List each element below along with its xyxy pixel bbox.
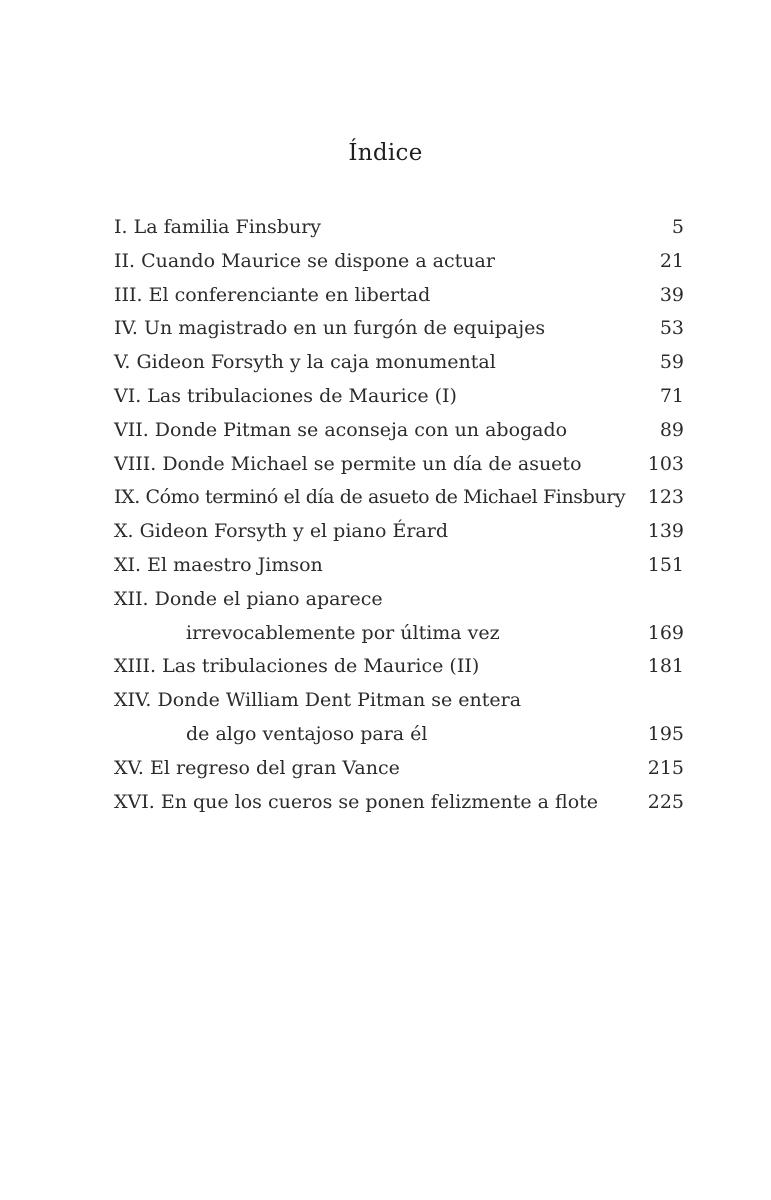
toc-entry-page: 215 <box>647 756 684 779</box>
toc-entry-title: IV. Un magistrado en un furgón de equipajes <box>114 317 546 340</box>
toc-entry-title: III. El conferenciante en libertad <box>114 283 431 306</box>
toc-entry-page: 225 <box>647 790 684 813</box>
toc-entry-continuation <box>114 718 684 752</box>
toc-entry-title: I. La familia Finsbury <box>114 216 322 238</box>
toc-entry-page: 5 <box>671 216 684 238</box>
toc-entry-page: 169 <box>647 621 684 644</box>
toc-entry <box>114 245 684 279</box>
toc-entry-title: VII. Donde Pitman se aconseja con un abogado <box>114 418 568 441</box>
toc-entry-page: 103 <box>647 452 684 475</box>
toc-entry <box>114 549 684 583</box>
toc-entry-page: 71 <box>659 384 684 407</box>
toc-entry <box>114 312 684 346</box>
toc-entry-title: XV. El regreso del gran Vance <box>114 756 400 779</box>
toc-entry <box>114 346 684 380</box>
toc-entry-page: 123 <box>647 486 684 509</box>
toc-entry-page: 59 <box>659 351 684 374</box>
toc-entry-title: IX. Cómo terminó el día de asueto de Michael Finsbury <box>114 486 626 509</box>
toc-entry-title: VIII. Donde Michael se permite un día de asueto <box>114 452 582 475</box>
toc-entry <box>114 279 684 313</box>
toc-entry <box>114 515 684 549</box>
toc-entry-page: 151 <box>647 553 684 576</box>
page-title: Índice <box>348 140 423 166</box>
toc-entry <box>114 211 684 245</box>
toc-entry <box>114 752 684 786</box>
toc-entry <box>114 380 684 414</box>
toc-entry-title: XIII. Las tribulaciones de Maurice (II) <box>114 655 480 678</box>
toc-entry <box>114 583 684 617</box>
toc-entry-page: 53 <box>659 317 684 340</box>
toc-entry-continuation <box>114 617 684 651</box>
table-of-contents <box>114 211 684 819</box>
toc-entry-page: 89 <box>659 418 684 441</box>
toc-entry-title: VI. Las tribulaciones de Maurice (I) <box>114 384 457 407</box>
toc-entry-title: irrevocablemente por última vez <box>186 621 500 644</box>
toc-entry-title: XII. Donde el piano aparece <box>114 587 383 610</box>
toc-entry-page: 195 <box>647 722 684 745</box>
toc-entry <box>114 414 684 448</box>
toc-entry-title: XIV. Donde William Dent Pitman se entera <box>114 689 522 712</box>
toc-entry-title: II. Cuando Maurice se dispone a actuar <box>114 249 495 272</box>
toc-entry <box>114 448 684 482</box>
toc-entry-title: XVI. En que los cueros se ponen felizmente a flote <box>114 790 599 813</box>
toc-entry-title: XI. El maestro Jimson <box>114 553 323 576</box>
toc-entry-page: 139 <box>647 520 684 543</box>
toc-entry-page: 21 <box>659 249 684 272</box>
toc-entry-page: 39 <box>659 283 684 306</box>
toc-entry <box>114 650 684 684</box>
toc-entry-title: de algo ventajoso para él <box>186 722 428 745</box>
toc-entry-title: X. Gideon Forsyth y el piano Érard <box>114 520 448 543</box>
toc-entry-title: V. Gideon Forsyth y la caja monumental <box>114 351 496 374</box>
toc-entry <box>114 481 684 515</box>
toc-entry-page: 181 <box>647 655 684 678</box>
toc-entry <box>114 684 684 718</box>
toc-entry <box>114 786 684 820</box>
